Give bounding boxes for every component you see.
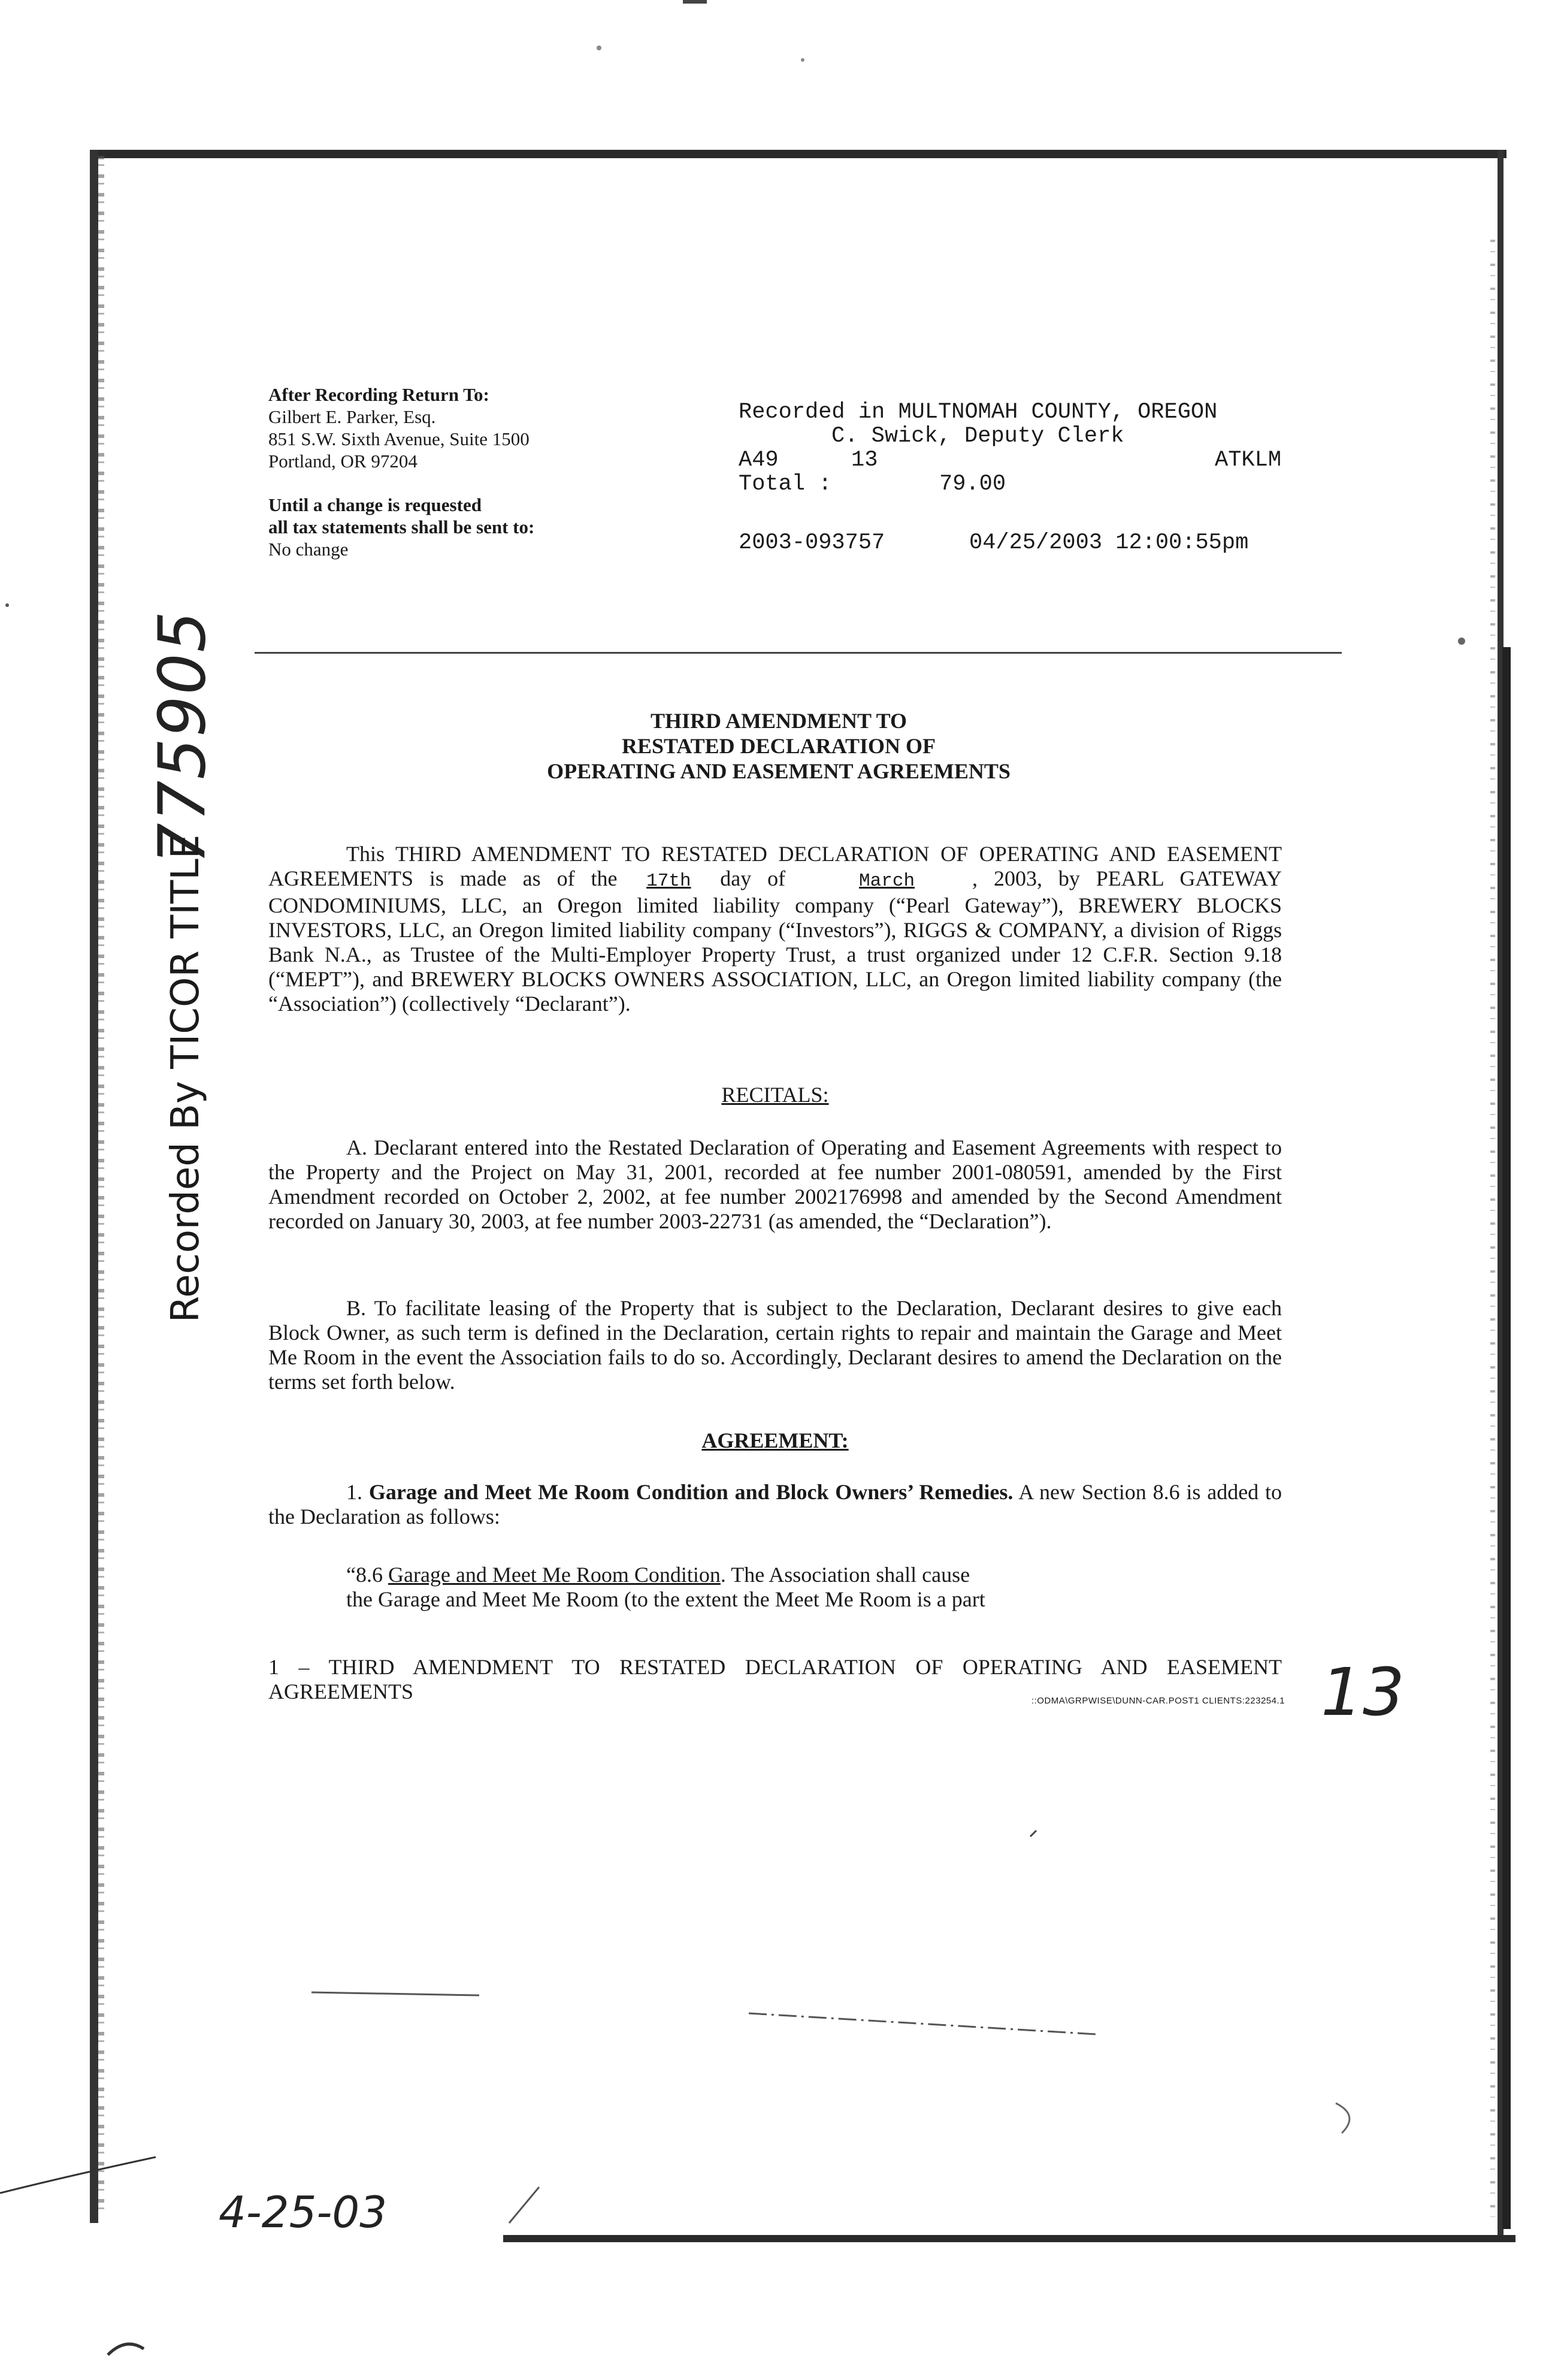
- section-8-6-title: Garage and Meet Me Room Condition: [388, 1563, 721, 1587]
- intro-part2: day of: [720, 866, 786, 890]
- section-8-6: [346, 1563, 1185, 1612]
- recording-stamp: [739, 400, 1314, 555]
- page-border-bottom: [503, 2235, 1515, 2242]
- intro-month: March: [859, 871, 915, 892]
- intro-part1: This THIRD AMENDMENT TO RESTATED DECLARATION OF OPERATING AND EASEMENT AGREEMENTS is made as of the: [268, 842, 1282, 890]
- tax-value: No change: [268, 539, 349, 560]
- intro-day: 17th: [646, 871, 691, 892]
- page-border-left: [90, 150, 98, 2223]
- recording-total-value: 79.00: [939, 472, 1006, 497]
- recording-pages: 13: [851, 448, 878, 473]
- section-1: [268, 1480, 1282, 1529]
- scan-bar-right: [1502, 647, 1511, 2229]
- recording-datetime: 04/25/2003 12:00:55pm: [969, 530, 1249, 555]
- return-address-line2: Portland, OR 97204: [268, 451, 418, 472]
- section-8-6-text2: the Garage and Meet Me Room (to the extent the Meet Me Room is a part: [346, 1587, 985, 1611]
- handwritten-number-stamp: [141, 609, 225, 865]
- footer-file-path: ::ODMA\GRPWISE\DUNN-CAR.POST1 CLIENTS:223254.1: [1031, 1696, 1285, 1706]
- document-title: [359, 708, 1198, 784]
- title-line3: OPERATING AND EASEMENT AGREEMENTS: [547, 759, 1011, 783]
- recital-a: [268, 1135, 1282, 1234]
- tax-heading-line1: Until a change is requested: [268, 494, 482, 515]
- scan-noise-left: [98, 156, 104, 2217]
- handwritten-date: 4-25-03: [219, 2187, 388, 2237]
- title-line1: THIRD AMENDMENT TO: [650, 709, 907, 733]
- scan-noise-right: [1490, 240, 1495, 2217]
- page-footer: 1 – THIRD AMENDMENT TO RESTATED DECLARATION OF OPERATING AND EASEMENT AGREEMENTS: [268, 1655, 1282, 1704]
- page-border-top: [90, 150, 1506, 158]
- section-8-6-text1: . The Association shall cause: [720, 1563, 970, 1587]
- recording-clerk-code: ATKLM: [1215, 448, 1282, 473]
- ticor-title-stamp: [153, 834, 219, 1323]
- return-heading: After Recording Return To:: [268, 384, 489, 405]
- recording-county: Recorded in MULTNOMAH COUNTY, OREGON: [739, 400, 1218, 425]
- recital-a-text: A. Declarant entered into the Restated Declaration of Operating and Easement Agreements with respect to the Property and the Project on May 31, 2001, recorded at fee number 2001-080591, amended by the First Amendment recorded on October 2, 2002, at fee number 2002176998 and amended by the Second Amendment recorded on January 30, 2003, at fee number 2003-22731 (as amended, the “Declaration”).: [268, 1135, 1282, 1233]
- recital-b-text: B. To facilitate leasing of the Property that is subject to the Declaration, Declarant desires to give each Block Owner, as such term is defined in the Declaration, certain rights to repair and maintain the Garage and Meet Me Room in the event the Association fails to do so. Accordingly, Declarant desires to amend the Declaration on the terms set forth below.: [268, 1296, 1282, 1394]
- recorded-by-text: Recorded By TICOR TITLE: [164, 834, 208, 1323]
- return-address-block: [268, 383, 640, 560]
- return-address-line1: 851 S.W. Sixth Avenue, Suite 1500: [268, 428, 530, 449]
- return-name: Gilbert E. Parker, Esq.: [268, 406, 436, 427]
- header-divider: [255, 652, 1342, 654]
- tax-heading-line2: all tax statements shall be sent to:: [268, 517, 535, 537]
- section-1-number: 1.: [346, 1480, 362, 1504]
- recording-clerk: C. Swick, Deputy Clerk: [831, 424, 1124, 449]
- intro-paragraph: [268, 842, 1282, 1016]
- handwritten-page-count: 13: [1321, 1654, 1405, 1730]
- handwritten-number: 775905: [145, 609, 220, 865]
- section-8-6-number: “8.6: [346, 1563, 383, 1587]
- section-1-title: Garage and Meet Me Room Condition and Block Owners’ Remedies.: [368, 1480, 1014, 1504]
- intro-part3: , 2003, by PEARL GATEWAY CONDOMINIUMS, LLC, an Oregon limited liability company (“Pearl Gateway”), BREWERY BLOCKS INVESTORS, LLC, an Oregon limited liability company (“Investors”), RIGGS & COMPANY, a division of Riggs Bank N.A., as Trustee of the Multi-Employer Property Trust, a trust organized under 12 C.F.R. Section 9.18 (“MEPT”), and BREWERY BLOCKS OWNERS ASSOCIATION, LLC, an Oregon limited liability company (the “Association”) (collectively “Declarant”).: [268, 866, 1282, 1016]
- recording-doc-number: 2003-093757: [739, 530, 885, 555]
- section-1-text: A new Section 8.6 is added to the Declaration as follows:: [268, 1480, 1282, 1529]
- recital-b: [268, 1296, 1282, 1394]
- title-line2: RESTATED DECLARATION OF: [621, 734, 936, 758]
- recitals-heading: RECITALS:: [721, 1083, 829, 1107]
- recording-total-label: Total :: [739, 472, 832, 497]
- agreement-heading: AGREEMENT:: [701, 1428, 849, 1452]
- recording-code: A49: [739, 448, 779, 473]
